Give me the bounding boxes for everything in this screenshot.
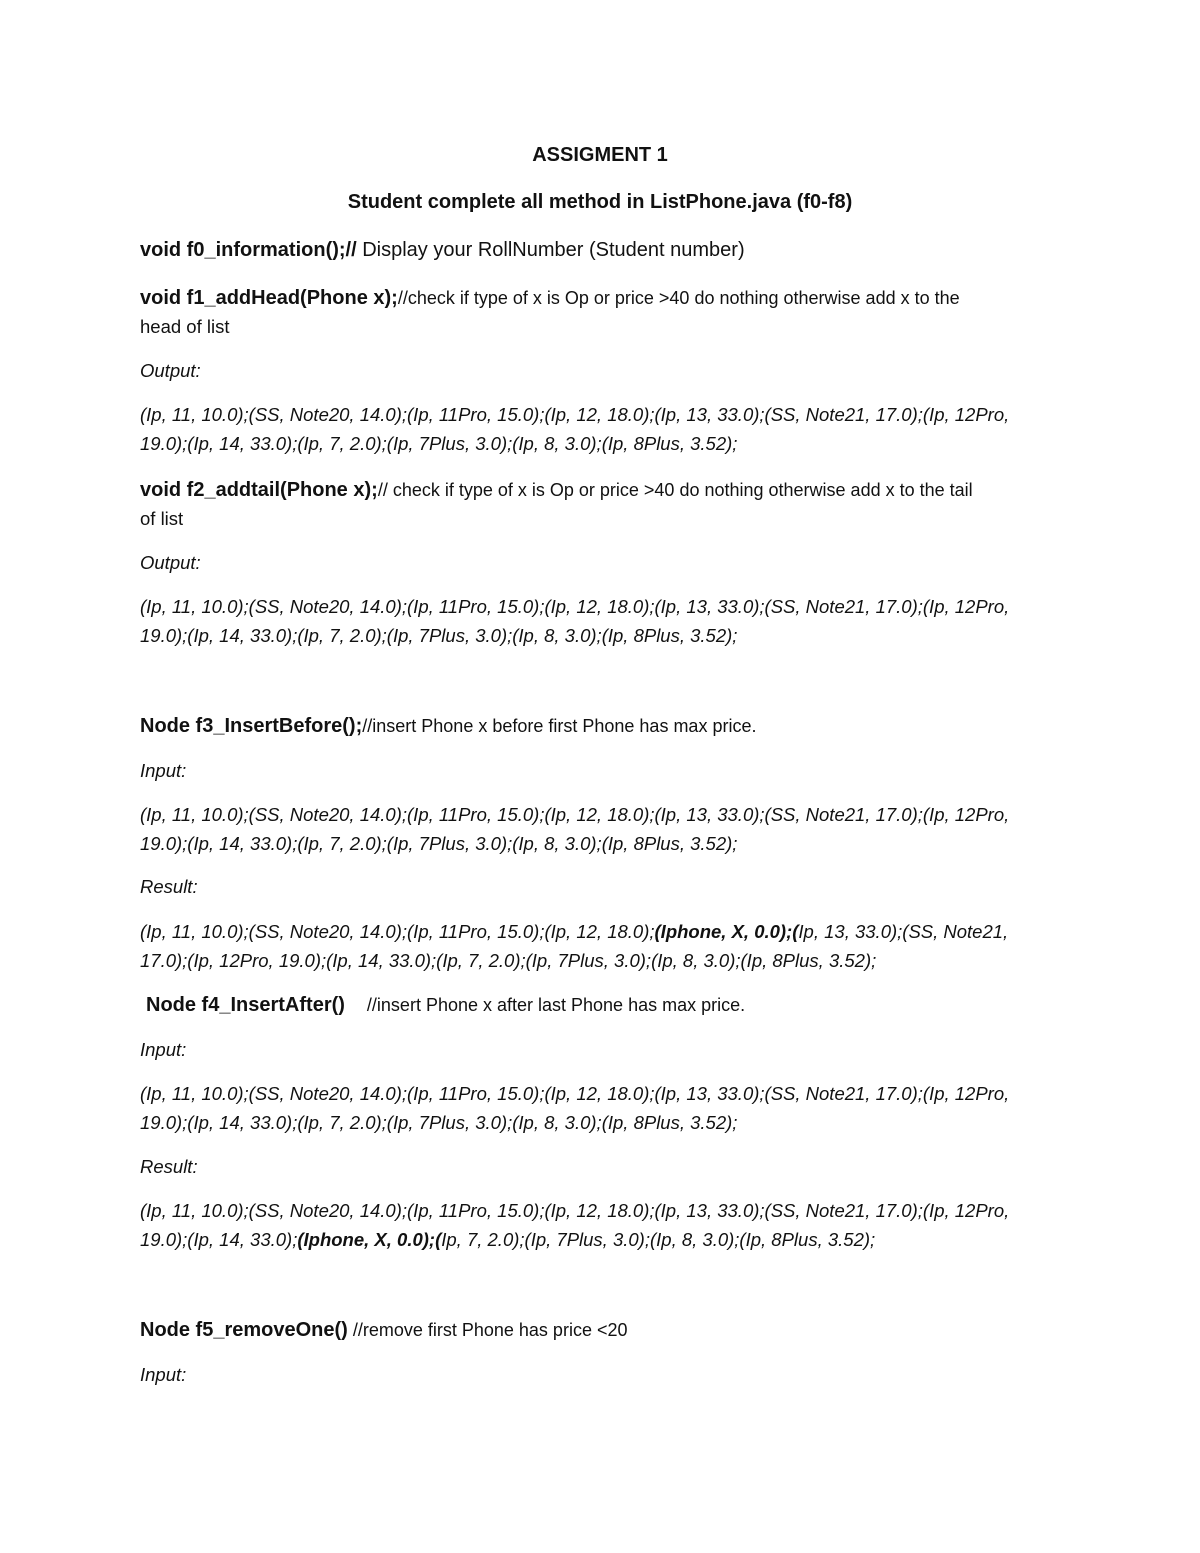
f1-output-line-1: (Ip, 11, 10.0);(SS, Note20, 14.0);(Ip, 11Pro, 15.0);(Ip, 12, 18.0);(Ip, 13, 33.0);(SS, Note21, 17.0);(Ip, 12Pro,	[140, 404, 1010, 425]
f0-line	[140, 235, 1060, 265]
f3-result-part-a: (Ip, 11, 10.0);(SS, Note20, 14.0);(Ip, 11Pro, 15.0);(Ip, 12, 18.0);	[140, 921, 655, 942]
f5-line	[140, 1315, 1060, 1345]
f3-description: //insert Phone x before first Phone has max price.	[362, 716, 757, 736]
f4-input-line-1: (Ip, 11, 10.0);(SS, Note20, 14.0);(Ip, 11Pro, 15.0);(Ip, 12, 18.0);(Ip, 13, 33.0);(SS, Note21, 17.0);(Ip, 12Pro,	[140, 1083, 1010, 1104]
f2-description: // check if type of x is Op or price >40 do nothing otherwise add x to the tail	[377, 480, 973, 500]
f3-result-line-1	[140, 917, 1060, 946]
doc-title: ASSIGMENT 1	[532, 144, 668, 166]
f0-description: Display your RollNumber (Student number)	[356, 239, 745, 261]
f4-result-part-c: Ip, 7, 2.0);(Ip, 7Plus, 3.0);(Ip, 8, 3.0);(Ip, 8Plus, 3.52);	[441, 1229, 876, 1250]
f4-description: //insert Phone x after last Phone has max price.	[366, 995, 746, 1015]
f0-signature: void f0_information();//	[140, 239, 357, 261]
f3-line	[140, 711, 1060, 741]
f1-line	[140, 283, 1060, 313]
f3-result-line-2: 17.0);(Ip, 12Pro, 19.0);(Ip, 14, 33.0);(Ip, 7, 2.0);(Ip, 7Plus, 3.0);(Ip, 8, 3.0);(Ip, 8Plus, 3.52);	[140, 950, 877, 971]
f3-result-label: Result:	[140, 876, 198, 897]
f1-description: //check if type of x is Op or price >40 do nothing otherwise add x to the	[397, 288, 960, 308]
f4-result-label: Result:	[140, 1156, 198, 1177]
f3-signature: Node f3_InsertBefore();	[140, 715, 363, 737]
f2-output-label: Output:	[140, 552, 201, 573]
f1-signature: void f1_addHead(Phone x);	[140, 287, 398, 309]
f4-line	[146, 990, 1066, 1020]
f3-result-inserted: (Iphone, X, 0.0);(	[654, 921, 799, 942]
f4-result-inserted: (Iphone, X, 0.0);(	[297, 1229, 442, 1250]
f4-result-line-2	[140, 1225, 1060, 1254]
f2-output-line-1: (Ip, 11, 10.0);(SS, Note20, 14.0);(Ip, 11Pro, 15.0);(Ip, 12, 18.0);(Ip, 13, 33.0);(SS, Note21, 17.0);(Ip, 12Pro,	[140, 596, 1010, 617]
f3-input-line-1: (Ip, 11, 10.0);(SS, Note20, 14.0);(Ip, 11Pro, 15.0);(Ip, 12, 18.0);(Ip, 13, 33.0);(SS, Note21, 17.0);(Ip, 12Pro,	[140, 804, 1010, 825]
f2-description-cont: of list	[140, 508, 184, 529]
doc-subtitle: Student complete all method in ListPhone.java (f0-f8)	[347, 191, 853, 213]
f4-result-part-a: 19.0);(Ip, 14, 33.0);	[140, 1229, 298, 1250]
f2-output-line-2: 19.0);(Ip, 14, 33.0);(Ip, 7, 2.0);(Ip, 7Plus, 3.0);(Ip, 8, 3.0);(Ip, 8Plus, 3.52);	[140, 625, 738, 646]
f2-signature: void f2_addtail(Phone x);	[140, 479, 378, 501]
f5-input-label: Input:	[140, 1364, 187, 1385]
f4-input-label: Input:	[140, 1039, 187, 1060]
f3-input-line-2: 19.0);(Ip, 14, 33.0);(Ip, 7, 2.0);(Ip, 7Plus, 3.0);(Ip, 8, 3.0);(Ip, 8Plus, 3.52);	[140, 833, 738, 854]
f5-description: //remove first Phone has price <20	[347, 1320, 628, 1340]
f4-result-line-1: (Ip, 11, 10.0);(SS, Note20, 14.0);(Ip, 11Pro, 15.0);(Ip, 12, 18.0);(Ip, 13, 33.0);(SS, Note21, 17.0);(Ip, 12Pro,	[140, 1200, 1010, 1221]
f3-input-label: Input:	[140, 760, 187, 781]
f3-result-part-c: Ip, 13, 33.0);(SS, Note21,	[798, 921, 1009, 942]
f1-output-line-2: 19.0);(Ip, 14, 33.0);(Ip, 7, 2.0);(Ip, 7Plus, 3.0);(Ip, 8, 3.0);(Ip, 8Plus, 3.52);	[140, 433, 738, 454]
f1-output-label: Output:	[140, 360, 201, 381]
f1-description-cont: head of list	[140, 316, 230, 337]
f5-signature: Node f5_removeOne()	[140, 1319, 348, 1341]
f4-signature: Node f4_InsertAfter()	[146, 994, 345, 1016]
f2-line	[140, 475, 1060, 505]
f4-input-line-2: 19.0);(Ip, 14, 33.0);(Ip, 7, 2.0);(Ip, 7Plus, 3.0);(Ip, 8, 3.0);(Ip, 8Plus, 3.52);	[140, 1112, 738, 1133]
